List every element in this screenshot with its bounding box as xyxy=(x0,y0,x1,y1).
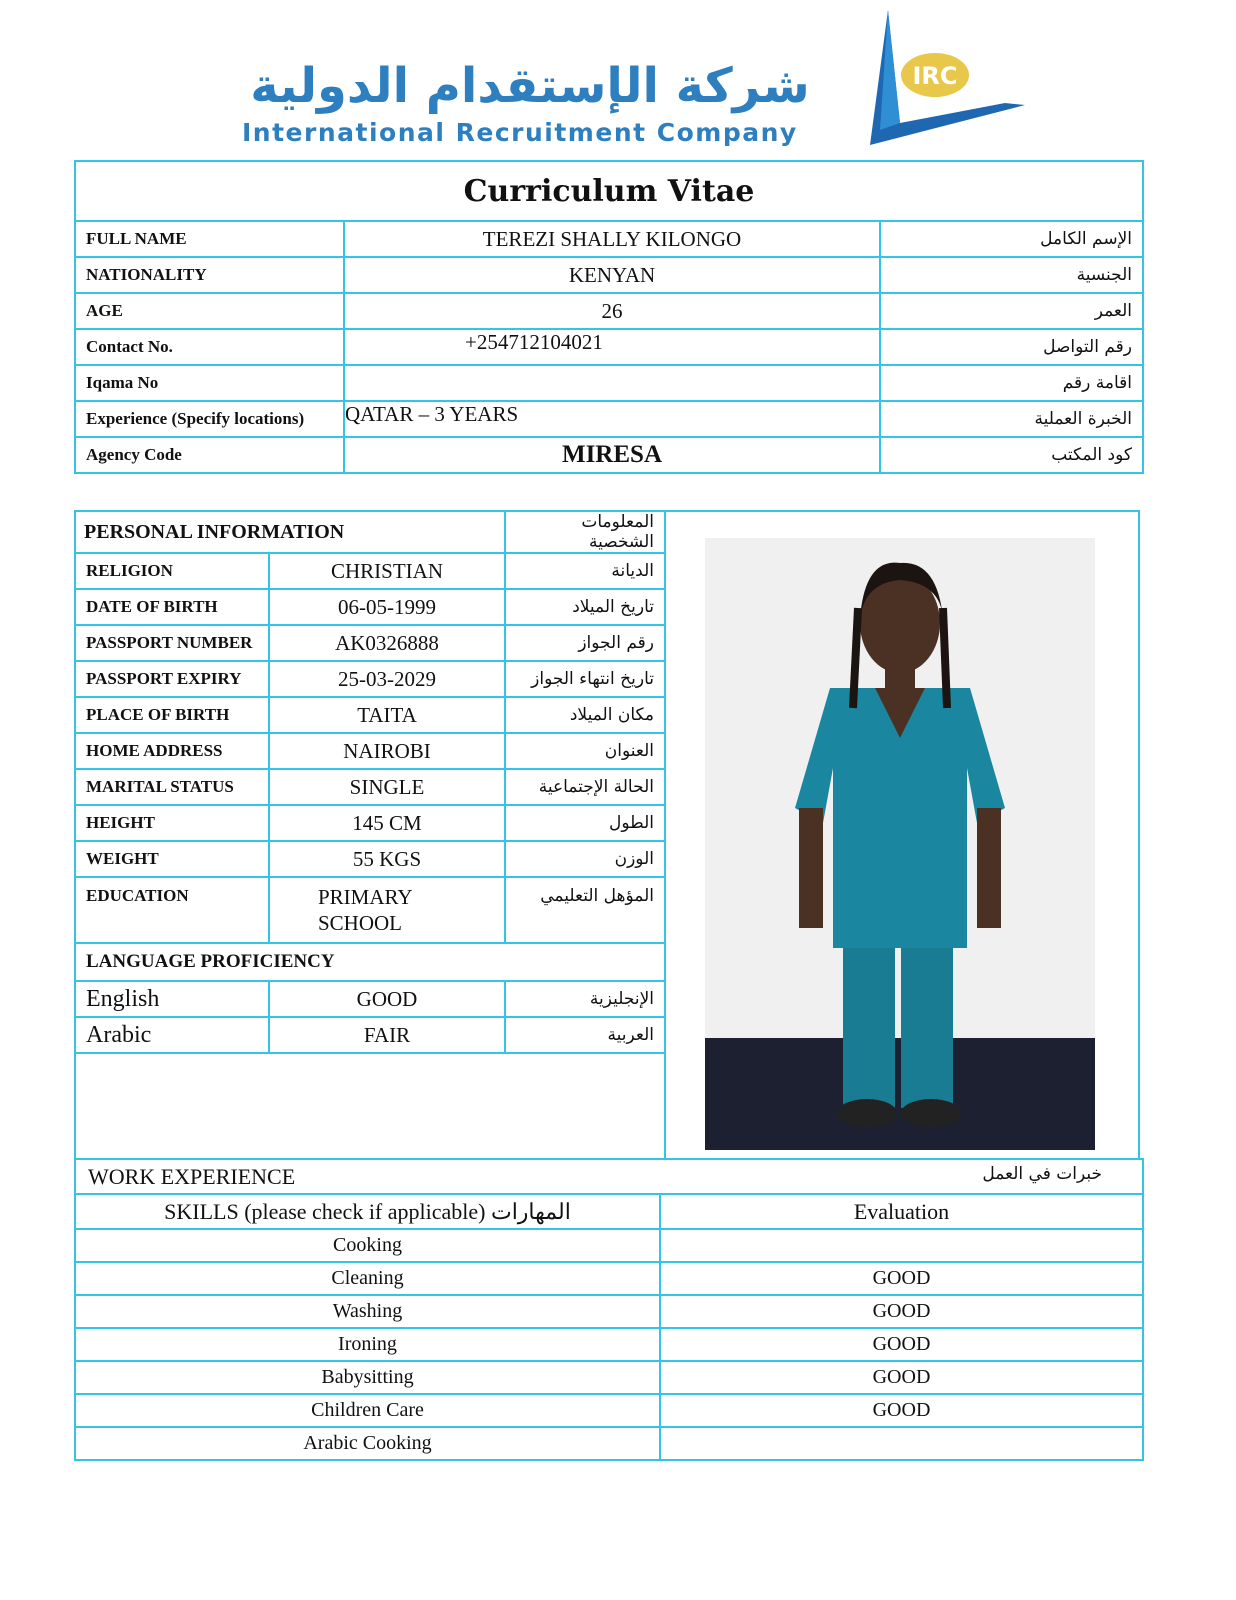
skill-evaluation: GOOD xyxy=(660,1295,1143,1328)
personal-info-heading: PERSONAL INFORMATION xyxy=(76,512,505,553)
personal-label: DATE OF BIRTH xyxy=(76,589,269,625)
personal-row xyxy=(76,769,665,805)
company-name-arabic: شركة الإستقدام الدولية xyxy=(250,58,810,114)
personal-info-heading-arabic: المعلومات الشخصية xyxy=(505,512,665,553)
cv-row xyxy=(75,221,1143,257)
skill-row xyxy=(75,1394,1143,1427)
skill-evaluation xyxy=(660,1229,1143,1262)
language-row xyxy=(76,981,665,1017)
personal-label: HEIGHT xyxy=(76,805,269,841)
personal-label-arabic: الديانة xyxy=(505,553,665,589)
skill-name: Cooking xyxy=(75,1229,660,1262)
company-name-english: International Recruitment Company xyxy=(242,118,798,147)
cv-label-arabic: الإسم الكامل xyxy=(880,221,1143,257)
cv-label-arabic: الجنسية xyxy=(880,257,1143,293)
cv-summary-table xyxy=(74,160,1144,474)
personal-label: RELIGION xyxy=(76,553,269,589)
cv-label: Agency Code xyxy=(75,437,344,473)
language-label: Arabic xyxy=(76,1017,269,1053)
skill-evaluation: GOOD xyxy=(660,1361,1143,1394)
agency-code-value: MIRESA xyxy=(344,437,880,473)
skill-evaluation xyxy=(660,1427,1143,1460)
skill-row xyxy=(75,1229,1143,1262)
personal-label: PASSPORT EXPIRY xyxy=(76,661,269,697)
personal-row xyxy=(76,805,665,841)
cv-value xyxy=(344,365,880,401)
cv-value: QATAR – 3 YEARS xyxy=(344,401,880,437)
personal-label-arabic: المؤهل التعليمي xyxy=(505,877,665,943)
skill-name: Washing xyxy=(75,1295,660,1328)
cv-label-arabic: اقامة رقم xyxy=(880,365,1143,401)
personal-label-arabic: مكان الميلاد xyxy=(505,697,665,733)
language-value: GOOD xyxy=(269,981,505,1017)
personal-label: PLACE OF BIRTH xyxy=(76,697,269,733)
skill-name: Babysitting xyxy=(75,1361,660,1394)
cv-row xyxy=(75,329,1143,365)
cv-row xyxy=(75,293,1143,329)
personal-label-arabic: تاريخ انتهاء الجواز xyxy=(505,661,665,697)
cv-label: Contact No. xyxy=(75,329,344,365)
language-label: English xyxy=(76,981,269,1017)
skill-row xyxy=(75,1262,1143,1295)
skill-row xyxy=(75,1427,1143,1460)
cv-label: FULL NAME xyxy=(75,221,344,257)
personal-label-arabic: رقم الجواز xyxy=(505,625,665,661)
personal-value: SINGLE xyxy=(269,769,505,805)
personal-value: TAITA xyxy=(269,697,505,733)
cv-label: AGE xyxy=(75,293,344,329)
cv-label: Iqama No xyxy=(75,365,344,401)
work-experience-header xyxy=(75,1159,1143,1194)
personal-label-arabic: الحالة الإجتماعية xyxy=(505,769,665,805)
personal-label-arabic: العنوان xyxy=(505,733,665,769)
skill-name: Arabic Cooking xyxy=(75,1427,660,1460)
personal-value: 55 KGS xyxy=(269,841,505,877)
cv-row xyxy=(75,257,1143,293)
personal-row xyxy=(76,841,665,877)
cv-value: KENYAN xyxy=(344,257,880,293)
cv-label-arabic: العمر xyxy=(880,293,1143,329)
personal-value: PRIMARY SCHOOL xyxy=(269,877,505,943)
skill-name: Ironing xyxy=(75,1328,660,1361)
candidate-photo xyxy=(705,538,1095,1150)
personal-row xyxy=(76,553,665,589)
personal-label-arabic: الطول xyxy=(505,805,665,841)
personal-value: 06-05-1999 xyxy=(269,589,505,625)
skills-table xyxy=(74,1158,1144,1461)
skill-row xyxy=(75,1361,1143,1394)
language-value: FAIR xyxy=(269,1017,505,1053)
company-logo-icon xyxy=(840,5,1040,155)
personal-row xyxy=(76,589,665,625)
personal-value: 25-03-2029 xyxy=(269,661,505,697)
cv-value: 26 xyxy=(344,293,880,329)
logo-badge-text: IRC xyxy=(912,62,958,90)
cv-row xyxy=(75,401,1143,437)
personal-row xyxy=(76,625,665,661)
cv-label: NATIONALITY xyxy=(75,257,344,293)
personal-info-table xyxy=(76,512,666,1054)
personal-label: HOME ADDRESS xyxy=(76,733,269,769)
skill-row xyxy=(75,1328,1143,1361)
cv-label: Experience (Specify locations) xyxy=(75,401,344,437)
cv-value: +254712104021 xyxy=(344,329,880,365)
skill-evaluation: GOOD xyxy=(660,1328,1143,1361)
cv-label-arabic: رقم التواصل xyxy=(880,329,1143,365)
skills-heading: SKILLS (please check if applicable) المهارات xyxy=(75,1194,660,1229)
personal-value: NAIROBI xyxy=(269,733,505,769)
skill-row xyxy=(75,1295,1143,1328)
personal-row xyxy=(76,661,665,697)
personal-row xyxy=(76,877,665,943)
personal-label: WEIGHT xyxy=(76,841,269,877)
personal-label: MARITAL STATUS xyxy=(76,769,269,805)
personal-row xyxy=(76,733,665,769)
cv-row xyxy=(75,437,1143,473)
cv-label-arabic: كود المكتب xyxy=(880,437,1143,473)
work-experience-heading-arabic: خبرات في العمل xyxy=(982,1164,1102,1184)
language-label-arabic: الإنجليزية xyxy=(505,981,665,1017)
skill-name: Cleaning xyxy=(75,1262,660,1295)
language-label-arabic: العربية xyxy=(505,1017,665,1053)
skill-evaluation: GOOD xyxy=(660,1394,1143,1427)
personal-value: CHRISTIAN xyxy=(269,553,505,589)
language-row xyxy=(76,1017,665,1053)
cv-label-arabic: الخبرة العملية xyxy=(880,401,1143,437)
personal-value: 145 CM xyxy=(269,805,505,841)
personal-label: EDUCATION xyxy=(76,877,269,943)
cv-title: Curriculum Vitae xyxy=(75,161,1143,221)
language-heading: LANGUAGE PROFICIENCY xyxy=(76,943,665,981)
personal-label: PASSPORT NUMBER xyxy=(76,625,269,661)
work-experience-heading: WORK EXPERIENCE xyxy=(88,1163,296,1189)
personal-value: AK0326888 xyxy=(269,625,505,661)
personal-label-arabic: تاريخ الميلاد xyxy=(505,589,665,625)
skill-evaluation: GOOD xyxy=(660,1262,1143,1295)
personal-row xyxy=(76,697,665,733)
cv-row xyxy=(75,365,1143,401)
personal-label-arabic: الوزن xyxy=(505,841,665,877)
evaluation-heading: Evaluation xyxy=(660,1194,1143,1229)
skill-name: Children Care xyxy=(75,1394,660,1427)
cv-value: TEREZI SHALLY KILONGO xyxy=(344,221,880,257)
